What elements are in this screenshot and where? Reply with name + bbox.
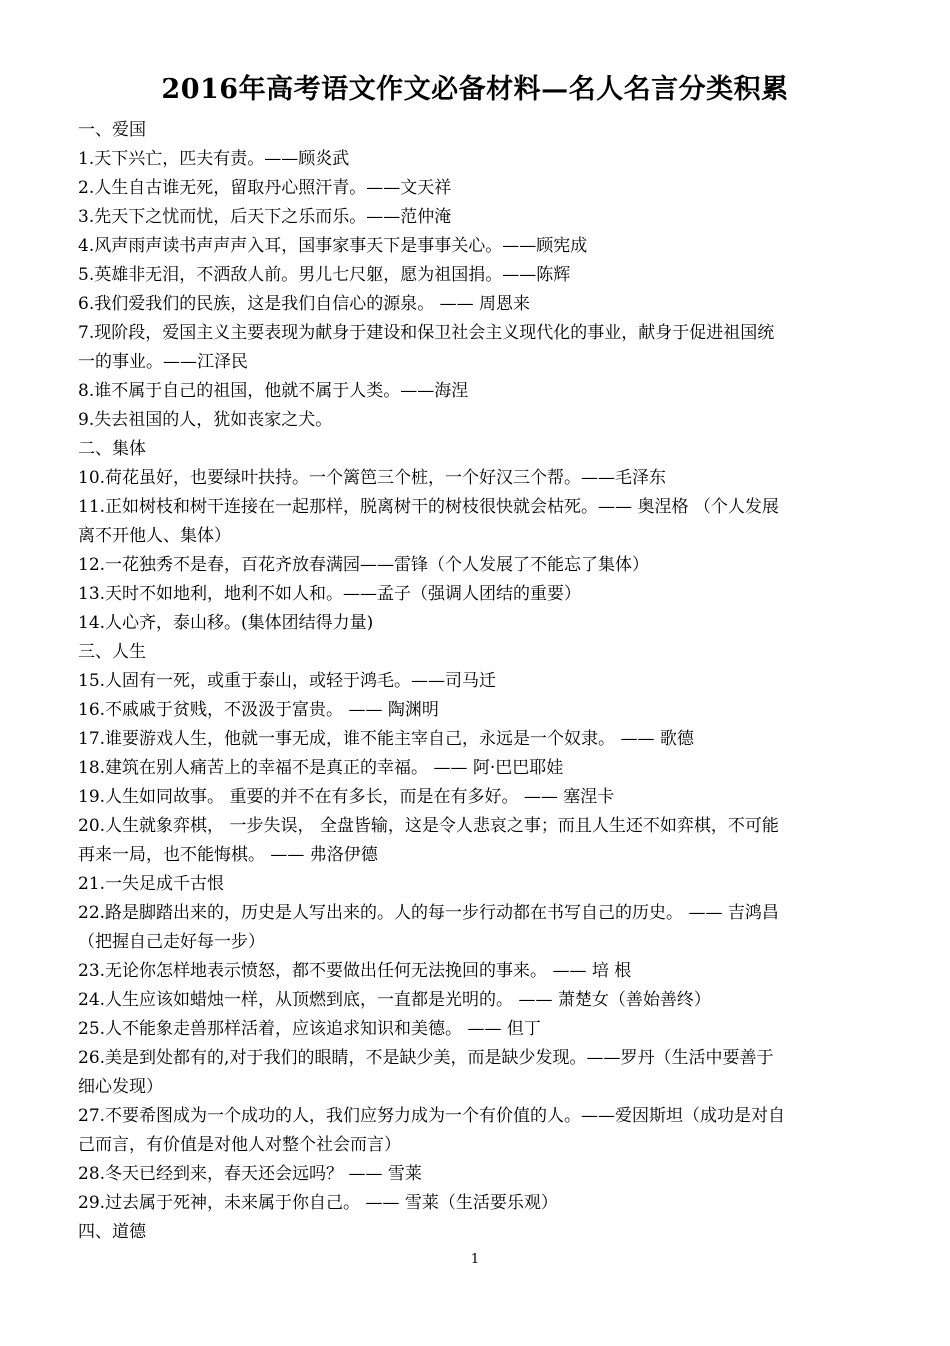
document-body bbox=[78, 116, 878, 1247]
text-line: 四、道德 bbox=[78, 1222, 146, 1242]
text-line: 二、集体 bbox=[78, 439, 146, 459]
text-line: 15.人固有一死，或重于泰山，或轻于鸿毛。——司马迁 bbox=[78, 671, 497, 691]
text-line: 19.人生如同故事。 重要的并不在有多长，而是在有多好。 —— 塞涅卡 bbox=[78, 787, 615, 807]
text-line: 16.不戚戚于贫贱，不汲汲于富贵。 —— 陶渊明 bbox=[78, 700, 439, 720]
text-line: 26.美是到处都有的,对于我们的眼睛，不是缺少美，而是缺少发现。——罗丹（生活中要善于 bbox=[78, 1048, 774, 1068]
text-line: 13.天时不如地利，地利不如人和。——孟子（强调人团结的重要） bbox=[78, 584, 582, 604]
text-line: 再来一局，也不能悔棋。 —— 弗洛伊德 bbox=[78, 845, 378, 865]
text-line: 24.人生应该如蜡烛一样，从顶燃到底，一直都是光明的。 —— 萧楚女（善始善终） bbox=[78, 990, 711, 1010]
text-line: 23.无论你怎样地表示愤怒，都不要做出任何无法挽回的事来。 —— 培 根 bbox=[78, 961, 632, 981]
text-line: 25.人不能象走兽那样活着，应该追求知识和美德。 —— 但丁 bbox=[78, 1019, 541, 1039]
text-line: 22.路是脚踏出来的，历史是人写出来的。人的每一步行动都在书写自己的历史。 —— 吉鸿昌 bbox=[78, 903, 779, 923]
text-line: 11.正如树枝和树干连接在一起那样，脱离树干的树枝很快就会枯死。—— 奥涅格 （个人发展 bbox=[78, 497, 779, 517]
text-line: 29.过去属于死神，未来属于你自己。 —— 雪莱（生活要乐观） bbox=[78, 1193, 558, 1213]
text-line: 一、爱国 bbox=[78, 120, 146, 140]
document-title: 2016年高考语文作文必备材料—名人名言分类积累 bbox=[161, 74, 789, 105]
text-line: 20.人生就象弈棋， 一步失误， 全盘皆输，这是令人悲哀之事；而且人生还不如弈棋，不可能 bbox=[78, 816, 779, 836]
text-line: 1.天下兴亡，匹夫有责。——顾炎武 bbox=[78, 149, 350, 169]
page-number: 1 bbox=[470, 1252, 480, 1267]
text-line: 17.谁要游戏人生，他就一事无成，谁不能主宰自己，永远是一个奴隶。 —— 歌德 bbox=[78, 729, 694, 749]
text-line: 27.不要希图成为一个成功的人，我们应努力成为一个有价值的人。——爱因斯坦（成功是对自 bbox=[78, 1106, 786, 1126]
text-line: 18.建筑在别人痛苦上的幸福不是真正的幸福。 —— 阿·巴巴耶娃 bbox=[78, 758, 564, 778]
text-line: 14.人心齐，泰山移。(集体团结得力量) bbox=[78, 613, 374, 633]
text-line: 21.一失足成千古恨 bbox=[78, 874, 225, 894]
text-line: 10.荷花虽好，也要绿叶扶持。一个篱笆三个桩，一个好汉三个帮。——毛泽东 bbox=[78, 468, 667, 488]
text-line: 7.现阶段，爱国主义主要表现为献身于建设和保卫社会主义现代化的事业，献身于促进祖国统 bbox=[78, 323, 775, 343]
text-line: 三、人生 bbox=[78, 642, 146, 662]
text-line: 6.我们爱我们的民族，这是我们自信心的源泉。 —— 周恩来 bbox=[78, 294, 531, 314]
text-line: 一的事业。——江泽民 bbox=[78, 352, 248, 372]
text-line: （把握自己走好每一步） bbox=[78, 932, 265, 952]
text-line: 己而言，有价值是对他人对整个社会而言） bbox=[78, 1135, 401, 1155]
text-line: 细心发现） bbox=[78, 1077, 163, 1097]
text-line: 8.谁不属于自己的祖国，他就不属于人类。——海涅 bbox=[78, 381, 469, 401]
text-line: 4.风声雨声读书声声声入耳，国事家事天下是事事关心。——顾宪成 bbox=[78, 236, 588, 256]
text-line: 9.失去祖国的人，犹如丧家之犬。 bbox=[78, 410, 333, 430]
text-line: 离不开他人、集体） bbox=[78, 526, 231, 546]
text-line: 5.英雄非无泪，不洒敌人前。男儿七尺躯，愿为祖国捐。——陈辉 bbox=[78, 265, 571, 285]
text-line: 3.先天下之忧而忧，后天下之乐而乐。——范仲淹 bbox=[78, 207, 452, 227]
text-line: 12.一花独秀不是春，百花齐放春满园——雷锋（个人发展了不能忘了集体） bbox=[78, 555, 650, 575]
text-line: 2.人生自古谁无死，留取丹心照汗青。——文天祥 bbox=[78, 178, 452, 198]
text-line: 28.冬天已经到来，春天还会远吗？ —— 雪莱 bbox=[78, 1164, 422, 1184]
